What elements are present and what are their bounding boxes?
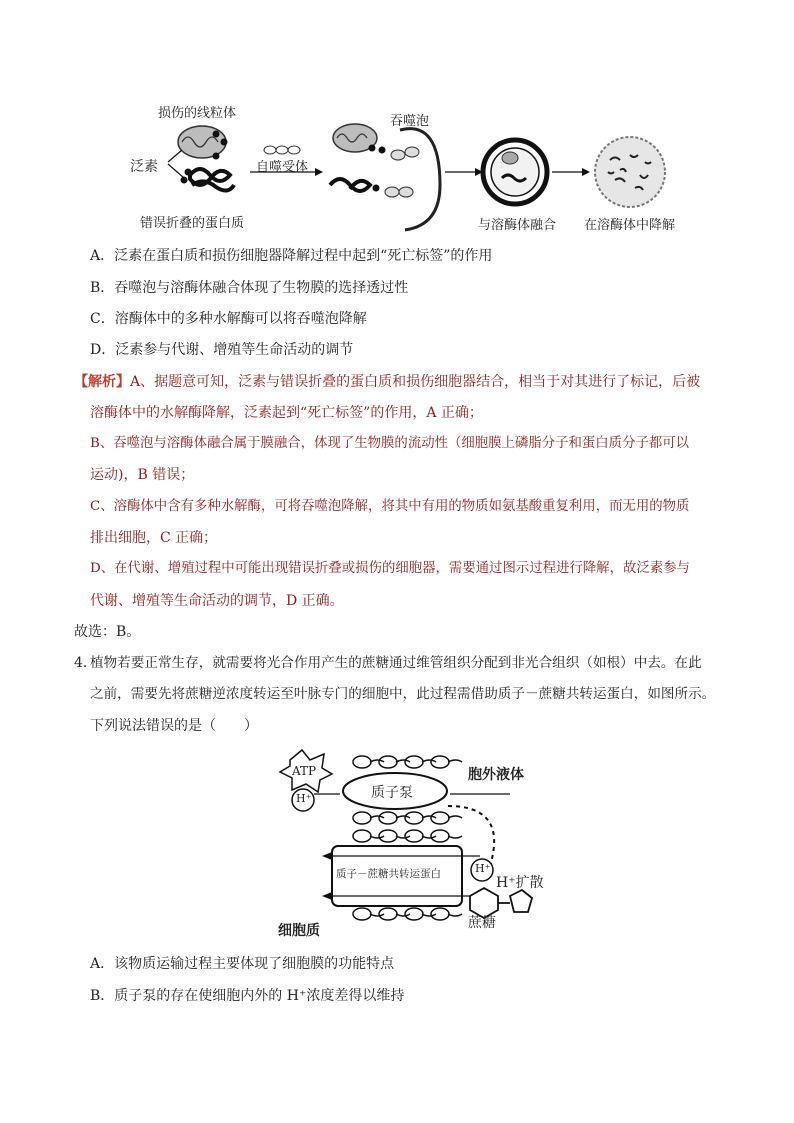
analysis-line: 代谢、增殖等生命活动的调节，D 正确。 [90,593,344,609]
label-phagophore: 吞噬泡 [390,114,430,129]
extracellular-label: 胞外液体 [468,767,524,783]
figure-autophagy [120,100,700,235]
analysis-line: D、在代谢、增殖过程中可能出现错误折叠或损伤的细胞器，需要通过图示过程进行降解，故泛素参与 [90,561,690,576]
label-lysosome-degradation: 在溶酶体中降解 [584,218,676,233]
analysis-line: 运动)，B 错误； [90,467,195,483]
cotransporter-label: 质子－蔗糖共转运蛋白 [336,868,441,880]
q4-stem-line: 植物若要正常生存，就需要将光合作用产生的蔗糖通过维管组织分配到非光合组织（如根）中去。在此 [90,655,702,671]
label-misfolded-protein: 错误折叠的蛋白质 [140,216,245,231]
figure-proton-sucrose [270,748,570,938]
label-autophagy-receptor: 自噬受体 [256,160,309,175]
answer-line: 故选：B。 [74,624,141,640]
q4-option-a: A．该物质运输过程主要体现了细胞膜的功能特点 [90,956,395,972]
analysis-line: 排出细胞，C 正确； [90,530,218,546]
autophagy-receptor-icon [264,146,300,154]
proton-pump-label: 质子泵 [371,785,413,801]
q4-option-b: B．质子泵的存在使细胞内外的 H⁺浓度差得以维持 [90,988,405,1004]
label-ubiquitin: 泛素 [130,159,158,175]
proton-outside-label: H⁺ [475,862,491,875]
damaged-mitochondrion-icon [178,126,228,160]
analysis-tag: 【解析】 [74,374,130,390]
question-number: 4. [74,655,88,671]
phagophore-icon [330,124,440,230]
analysis-line: A、据题意可知，泛素与错误折叠的蛋白质和损伤细胞器结合，相当于对其进行了标记，后被 [130,374,701,390]
label-lysosome-fusion: 与溶酶体融合 [478,218,557,233]
misfolded-protein-icon [181,169,235,191]
lysosome-fusion-icon [483,140,547,204]
q3-option-d: D．泛素参与代谢、增殖等生命活动的调节 [90,342,354,358]
sucrose-label: 蔗糖 [468,915,496,931]
atp-label: ATP [292,764,317,778]
label-damaged-mitochondrion: 损伤的线粒体 [158,106,237,121]
proton-diffuse-label: H⁺扩散 [496,875,544,891]
q4-stem-line: 下列说法错误的是（ ） [90,718,258,734]
q3-option-c: C．溶酶体中的多种水解酶可以将吞噬泡降解 [90,311,367,327]
proton-label: H⁺ [296,792,312,805]
q4-stem-line: 之前，需要先将蔗糖逆浓度转运至叶脉专门的细胞中，此过程需借助质子－蔗糖共转运蛋白，如图所示。 [90,686,716,702]
q3-option-a: A．泛素在蛋白质和损伤细胞器降解过程中起到“死亡标签”的作用 [90,248,493,264]
lysosome-degradation-icon [595,137,665,207]
q3-option-b: B．吞噬泡与溶酶体融合体现了生物膜的选择透过性 [90,280,409,296]
analysis-line: B、吞噬泡与溶酶体融合属于膜融合，体现了生物膜的流动性（细胞膜上磷脂分子和蛋白质分子都可以 [90,436,690,451]
analysis-line: C、溶酶体中含有多种水解酶，可将吞噬泡降解，将其中有用的物质如氨基酸重复利用，而无用的物质 [90,499,690,514]
analysis-line: 溶酶体中的水解酶降解，泛素起到“死亡标签”的作用，A 正确； [90,405,483,421]
cytoplasm-label: 细胞质 [278,923,320,939]
